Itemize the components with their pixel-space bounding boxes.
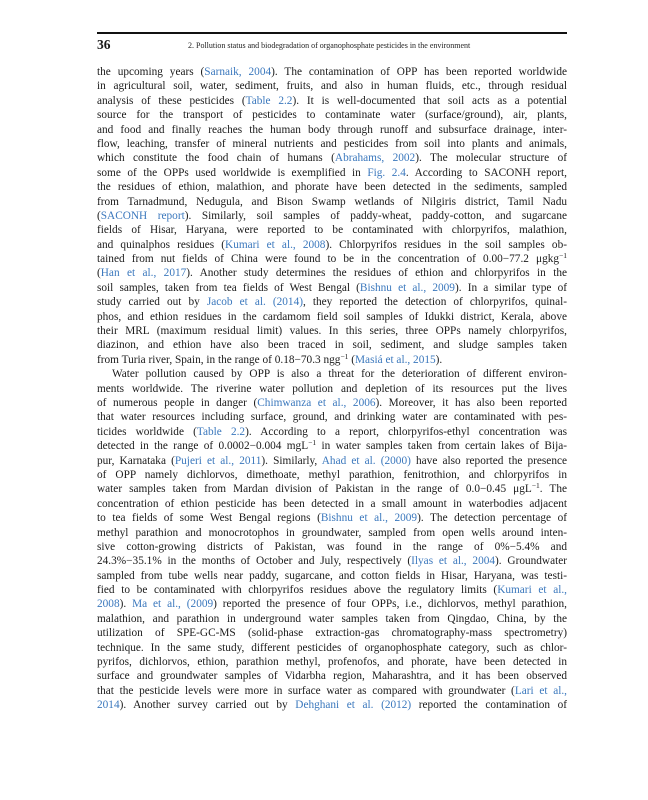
text-segment: that water resources including surface, ground, and drinking water are contaminated with pes- — [97, 411, 567, 424]
header-rule — [97, 32, 567, 34]
text-segment: phos, and ethion residues in the cardamom field soil samples of Idukki district, Kerala, above — [97, 310, 567, 323]
citation-link[interactable]: 2014 — [97, 699, 120, 712]
text-segment: ( — [97, 209, 101, 222]
text-line — [97, 425, 567, 439]
text-line — [97, 583, 567, 597]
text-segment: study carried out by — [97, 296, 207, 309]
citation-link[interactable]: Kumari et al., — [497, 584, 567, 597]
text-segment: of numerous people in danger ( — [97, 396, 258, 409]
citation-link[interactable]: Jacob et al. (2014) — [206, 296, 303, 309]
text-line — [97, 223, 567, 237]
text-segment: ). Groundwater — [495, 555, 568, 568]
text-line — [97, 612, 567, 626]
text-line — [97, 195, 567, 209]
text-line — [97, 626, 567, 640]
text-line — [97, 65, 567, 79]
text-segment: to tea fields of some West Bengal regions ( — [97, 512, 321, 525]
citation-link[interactable]: Ahad et al. (2000) — [321, 454, 411, 467]
text-segment: ). The detection percentage of — [417, 512, 567, 525]
superscript: −1 — [531, 481, 540, 491]
text-segment: technique. In the same study, different pesticides of organophosphate category, such as chlor- — [97, 641, 567, 654]
text-line — [97, 396, 567, 410]
text-line — [97, 526, 567, 540]
text-segment: ) reported the presence of four OPPs, i.e., dichlorvos, methyl parathion, — [213, 598, 567, 611]
text-line — [97, 338, 567, 352]
text-line — [97, 367, 567, 381]
text-segment: ). Moreover, it has also been reported — [375, 396, 567, 409]
text-line — [97, 497, 567, 511]
text-segment: ). Similarly, — [261, 454, 322, 467]
text-segment: reported the contamination of — [411, 699, 568, 712]
text-segment: ). According to a report, chlorpyrifos-ethyl concentration was — [245, 425, 567, 438]
text-line — [97, 310, 567, 324]
text-segment: concentration of ethion pesticide has been detected in a small amount in waterbodies adjacent — [97, 497, 567, 510]
citation-link[interactable]: Abrahams, 2002 — [334, 152, 416, 165]
text-segment: ). — [435, 353, 443, 366]
text-segment: ). Another study determines the residues of ethion and chlorpyrifos in the — [186, 267, 568, 280]
text-segment: from Turia river, Spain, in the range of 0.18−70.3 ngg — [97, 353, 341, 366]
text-line — [97, 554, 567, 568]
text-segment: surface and groundwater samples of Vidarbha region, Maharashtra, and it has been observed — [97, 670, 567, 683]
text-line — [97, 669, 567, 683]
superscript: −1 — [559, 251, 567, 261]
text-segment: have also reported the presence — [410, 454, 567, 467]
text-segment: , they reported the detection of chlorpyrifos, quinal- — [302, 296, 567, 309]
citation-link[interactable]: Ma et al., (2009 — [132, 598, 214, 611]
citation-link[interactable]: Dehghani et al. (2012) — [295, 699, 412, 712]
superscript: −1 — [340, 351, 349, 361]
text-line — [97, 295, 567, 309]
text-segment: source for the transport of pesticides to contaminate water (surface/ground), air, plants, — [97, 109, 567, 122]
text-line — [97, 382, 567, 396]
text-segment: pyrifos, dichlorvos, ethion, parathion methyl, profenofos, and phorate, have been detected in — [97, 656, 567, 669]
citation-link[interactable]: Table 2.2 — [245, 94, 293, 107]
citation-link[interactable]: Lari et al., — [514, 684, 567, 697]
citation-link[interactable]: 2008 — [97, 598, 120, 611]
text-line — [97, 324, 567, 338]
text-segment: ). It is well-documented that soil acts as a potential — [292, 94, 568, 107]
citation-link[interactable]: Table 2.2 — [196, 425, 246, 438]
citation-link[interactable]: Ilyas et al., 2004 — [411, 555, 496, 568]
text-segment: ). In a similar type of — [454, 281, 567, 294]
text-segment: ). The molecular structure of — [415, 152, 568, 165]
text-line — [97, 166, 567, 180]
text-segment: from Tarnadmund, Nedugula, and Bison Swamp wetlands of Nilgiris district, Tamil Nadu — [97, 195, 567, 208]
text-line — [97, 439, 567, 453]
text-segment: and quinalphos residues ( — [97, 238, 226, 251]
text-line — [97, 353, 567, 367]
citation-link[interactable]: Han et al., 2017 — [100, 267, 187, 280]
text-segment: malathion, and parathion in underground water samples taken from Qingdao, China, by the — [97, 612, 567, 625]
text-segment: Water pollution caused by OPP is also a threat for the deterioration of different environ- — [112, 368, 567, 381]
text-segment: ). The contamination of OPP has been reported worldwide — [271, 66, 567, 78]
text-segment: methyl parathion and monocrotophos in groundwater, sampled from open wells around inten- — [97, 526, 567, 539]
text-segment: the upcoming years ( — [97, 66, 205, 78]
citation-link[interactable]: Masiá et al., 2015 — [355, 353, 436, 366]
text-line — [97, 238, 567, 252]
text-segment: sampled from tube wells near paddy, sugarcane, and cotton fields in Hisar, Haryana, was testi- — [97, 569, 567, 582]
running-title: 2. Pollution status and biodegradation of organophosphate pesticides in the environment — [188, 41, 471, 50]
text-line — [97, 108, 567, 122]
text-segment: the residues of ethion, malathion, and phorate have been detected in the sediments, sampled — [97, 181, 567, 194]
text-line — [97, 655, 567, 669]
text-line — [97, 454, 567, 468]
text-segment: analysis of these pesticides ( — [97, 94, 246, 107]
text-segment: utilization of SPE-GC-MS (solid-phase extraction-gas chromatography-mass spectrometry) — [97, 627, 567, 640]
text-segment: ). Similarly, soil samples of paddy-wheat, paddy-cotton, and sugarcane — [184, 209, 567, 222]
text-segment: fied to be contaminated with chlorpyrifos residues above the regulatory limits ( — [97, 584, 498, 597]
text-line — [97, 281, 567, 295]
text-line — [97, 569, 567, 583]
text-line — [97, 79, 567, 93]
text-segment: in agricultural soil, water, sediment, fruits, and also in human fluids, etc., through residual — [97, 80, 567, 93]
text-segment: . According to SACONH report, — [405, 166, 567, 179]
text-segment: of OPP namely dichlorvos, dimethoate, methyl parathion, fenitrothion, and chlorpyrifos in — [97, 468, 567, 481]
text-segment: ments worldwide. The riverine water pollution and depletion of its resources put the lives — [97, 382, 567, 395]
text-segment: which constitute the food chain of humans ( — [97, 152, 335, 165]
text-segment: . The — [539, 483, 567, 496]
text-segment: 24.3%−35.1% in the months of October and July, respectively ( — [97, 555, 412, 568]
text-line — [97, 468, 567, 482]
text-line — [97, 482, 567, 496]
text-segment: and food and finally reaches the human body through runoff and subsurface drainage, inter- — [97, 123, 567, 136]
text-segment: tained from nut fields of China were found to be in the concentration of 0.00−77.2 μgkg — [97, 253, 560, 266]
text-segment: fields of Hisar, Haryana, were reported to be contaminated with chlorpyrifos, malathion, — [97, 224, 567, 237]
text-segment: ). Another survey carried out by — [119, 699, 296, 712]
text-line — [97, 511, 567, 525]
text-line — [97, 410, 567, 424]
citation-link[interactable]: Bishnu et al., 2009 — [320, 512, 418, 525]
text-segment: diazinon, and ethion have also been traced in soil, sediment, and sludge samples taken — [97, 339, 567, 352]
text-segment: some of the OPPs used worldwide is exemplified in — [97, 166, 368, 179]
text-segment: sive cotton-growing districts of Pakistan, was found in the range of 0%−5.4% and — [97, 540, 567, 553]
text-line — [97, 597, 567, 611]
text-segment: ( — [348, 353, 356, 366]
citation-link[interactable]: Kumari et al., 2008 — [225, 238, 326, 251]
page-number: 36 — [97, 37, 111, 52]
text-segment: ( — [97, 267, 101, 280]
text-segment: in water samples taken from certain lakes of Bija- — [316, 440, 567, 453]
text-line — [97, 180, 567, 194]
text-line — [97, 641, 567, 655]
citation-link[interactable]: Chimwanza et al., 2006 — [257, 396, 376, 409]
text-segment: detected in the range of 0.0002−0.004 mgL — [97, 440, 309, 453]
text-segment: water samples taken from Mardan division of Pakistan in the range of 0.0−0.45 μgL — [97, 483, 532, 496]
text-segment: their MRL (maximum residual limit) values. In this series, three OPPs namely chlorpyrifos, — [97, 325, 567, 338]
citation-link[interactable]: Sarnaik, 2004 — [204, 66, 272, 78]
text-segment: that the pesticide levels were more in surface water as compared with groundwater ( — [97, 684, 515, 697]
text-line — [97, 540, 567, 554]
text-segment: ). Chlorpyrifos residues in the soil samples ob- — [325, 238, 567, 251]
text-line — [97, 137, 567, 151]
text-segment: ). — [119, 598, 133, 611]
text-line — [97, 698, 567, 712]
text-segment: flow, leaching, transfer of mineral nutrients and pesticides from soil into plants and animals, — [97, 137, 567, 150]
citation-link[interactable]: Pujeri et al., 2011 — [174, 454, 262, 467]
text-line — [97, 94, 567, 108]
text-segment: pur, Karnataka ( — [97, 454, 175, 467]
citation-link[interactable]: SACONH report — [100, 209, 185, 222]
text-line — [97, 209, 567, 223]
text-segment: ticides worldwide ( — [97, 425, 197, 438]
text-line — [97, 684, 567, 698]
text-segment: soil samples, taken from tea fields of West Bengal ( — [97, 281, 360, 294]
text-line — [97, 266, 567, 280]
text-line — [97, 123, 567, 137]
text-line — [97, 151, 567, 165]
text-line — [97, 252, 567, 266]
citation-link[interactable]: Bishnu et al., 2009 — [359, 281, 455, 294]
superscript: −1 — [308, 438, 317, 448]
body-text — [97, 65, 567, 713]
citation-link[interactable]: Fig. 2.4 — [367, 166, 406, 179]
